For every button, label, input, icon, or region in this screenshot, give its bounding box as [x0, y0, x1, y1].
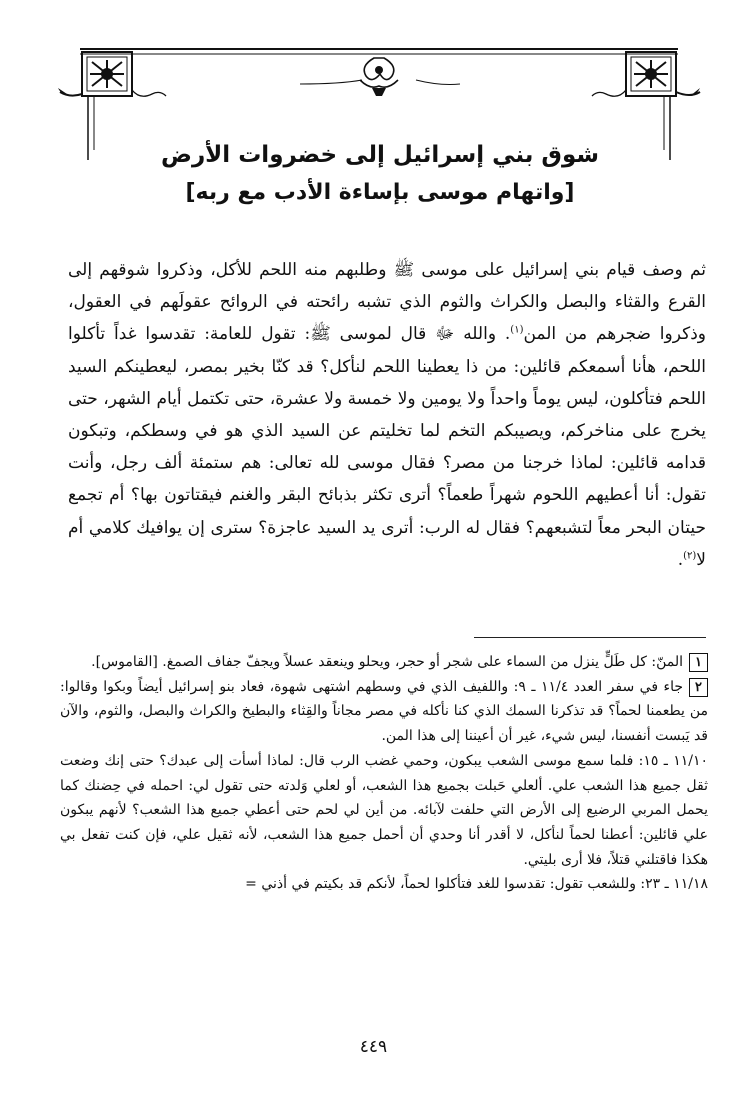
- footnote-divider: [474, 637, 706, 638]
- right-corner-ornament-icon: [592, 52, 700, 96]
- left-corner-ornament-icon: [58, 52, 166, 96]
- body-paragraph: ثم وصف قيام بني إسرائيل على موسى ﷺ وطلبهم منه اللحم للأكل، وذكروا شوقهم إلى القرع والقثاء والبصل والكراث والثوم الذي تشبه رائحته في الروائح عقولَهم في العقول، وذكروا ضجرهم من المن$^{(١)}$. والله ﷻ قال لموسى ﷺ: تقول للعامة: تقدسوا غداً تأكلوا اللحم، هأنا أسمعكم قائلين: من ذا يعطينا اللحم لنأكل؟ قد كنّا بخير بمصر، ليعطينكم السيد اللحم فتأكلون، ليس يوماً واحداً ولا يومين ولا خمسة ولا عشرة، حتى تكتمل أيام الشهر، حتى يخرج على مناخركم، ويصيبكم التخم لما تخليتم عن السيد الذي هو في وسطكم، وتبكون قدامه قائلين: لماذا خرجنا من مصر؟ فقال موسى لله تعالى: هم ستمئة ألف رجل، وأنت تقول: أنا أعطيهم اللحوم شهراً طعماً؟ أترى تكثر بذبائح البقر والغنم فيقتاتون بها؟ أم تجمع حيتان البحر معاً لتشبعهم؟ فقال له الرب: أترى يد السيد عاجزة؟ سترى إن يوافيك كلامي أم لا$^{(٢)}$.: [68, 260, 706, 570]
- footnote-ref-1[interactable]: (١): [510, 324, 524, 336]
- footnotes: [60, 650, 708, 897]
- chapter-subtitle: [واتهام موسى بإساءة الأدب مع ربه]: [185, 180, 575, 205]
- main-text: [68, 254, 706, 576]
- footnote-2-continuation-1: ١١/١٠ ـ ١٥: فلما سمع موسى الشعب يبكون، وحمي غضب الرب قال: لماذا أسأت إلى عبدك؟ حتى إنك وضعت ثقل جميع هذا الشعب علي. ألعلي حَبلت بجميع هذا الشعب، أو لعلي وَلدته حتى تقول لي: احمله في حِضنك كما يحمل المربي الرضيع إلى الأرض التي حلفت لآبائه. من أين لي لحم حتى أعطي جميع هذا الشعب؟ لأنهم يبكون علي قائلين: أعطنا لحماً لنأكل، لا أقدر أنا وحدي أن أحمل جميع هذا الشعب، لأنه ثقيل علي، فإن كنت تفعل بي هكذا فاقتلني قتلاً، فلا أرى بليتي.: [60, 752, 708, 868]
- chapter-title: شوق بني إسرائيل إلى خضروات الأرض: [161, 142, 599, 168]
- center-floral-ornament-icon: [300, 58, 460, 96]
- footnote-number-1: ١: [689, 653, 708, 672]
- footnote-2: ٢جاء في سفر العدد ١١/٤ ـ ٩: واللفيف الذي في وسطهم اشتهى شهوة، فعاد بنو إسرائيل أيضاً وبكوا وقالوا: من يطعمنا لحماً؟ قد تذكرنا السمك الذي كنا نأكله في مصر مجاناً والقِثاء والبطيخ والكراث والبصل، والثوم، والآن قد يَبست أنفسنا، ليس شيء، غير أن أعيننا إلى هذا المن.: [60, 678, 708, 745]
- footnote-number-2: ٢: [689, 678, 708, 697]
- footnote-2-continuation-2: ١١/١٨ ـ ٢٣: وللشعب تقول: تقدسوا للغد فتأكلوا لحماً، لأنكم قد بكيتم في أذني =: [245, 876, 708, 893]
- page-number: ٤٤٩: [359, 1037, 388, 1057]
- footnote-1: ١المنّ: كل طَلٍّ ينزل من السماء على شجر أو حجر، ويحلو وينعقد عسلاً ويجفّ جفاف الصمغ. [القاموس].: [60, 650, 708, 675]
- footnote-ref-2[interactable]: (٢): [683, 550, 697, 562]
- chapter-heading: [80, 138, 680, 210]
